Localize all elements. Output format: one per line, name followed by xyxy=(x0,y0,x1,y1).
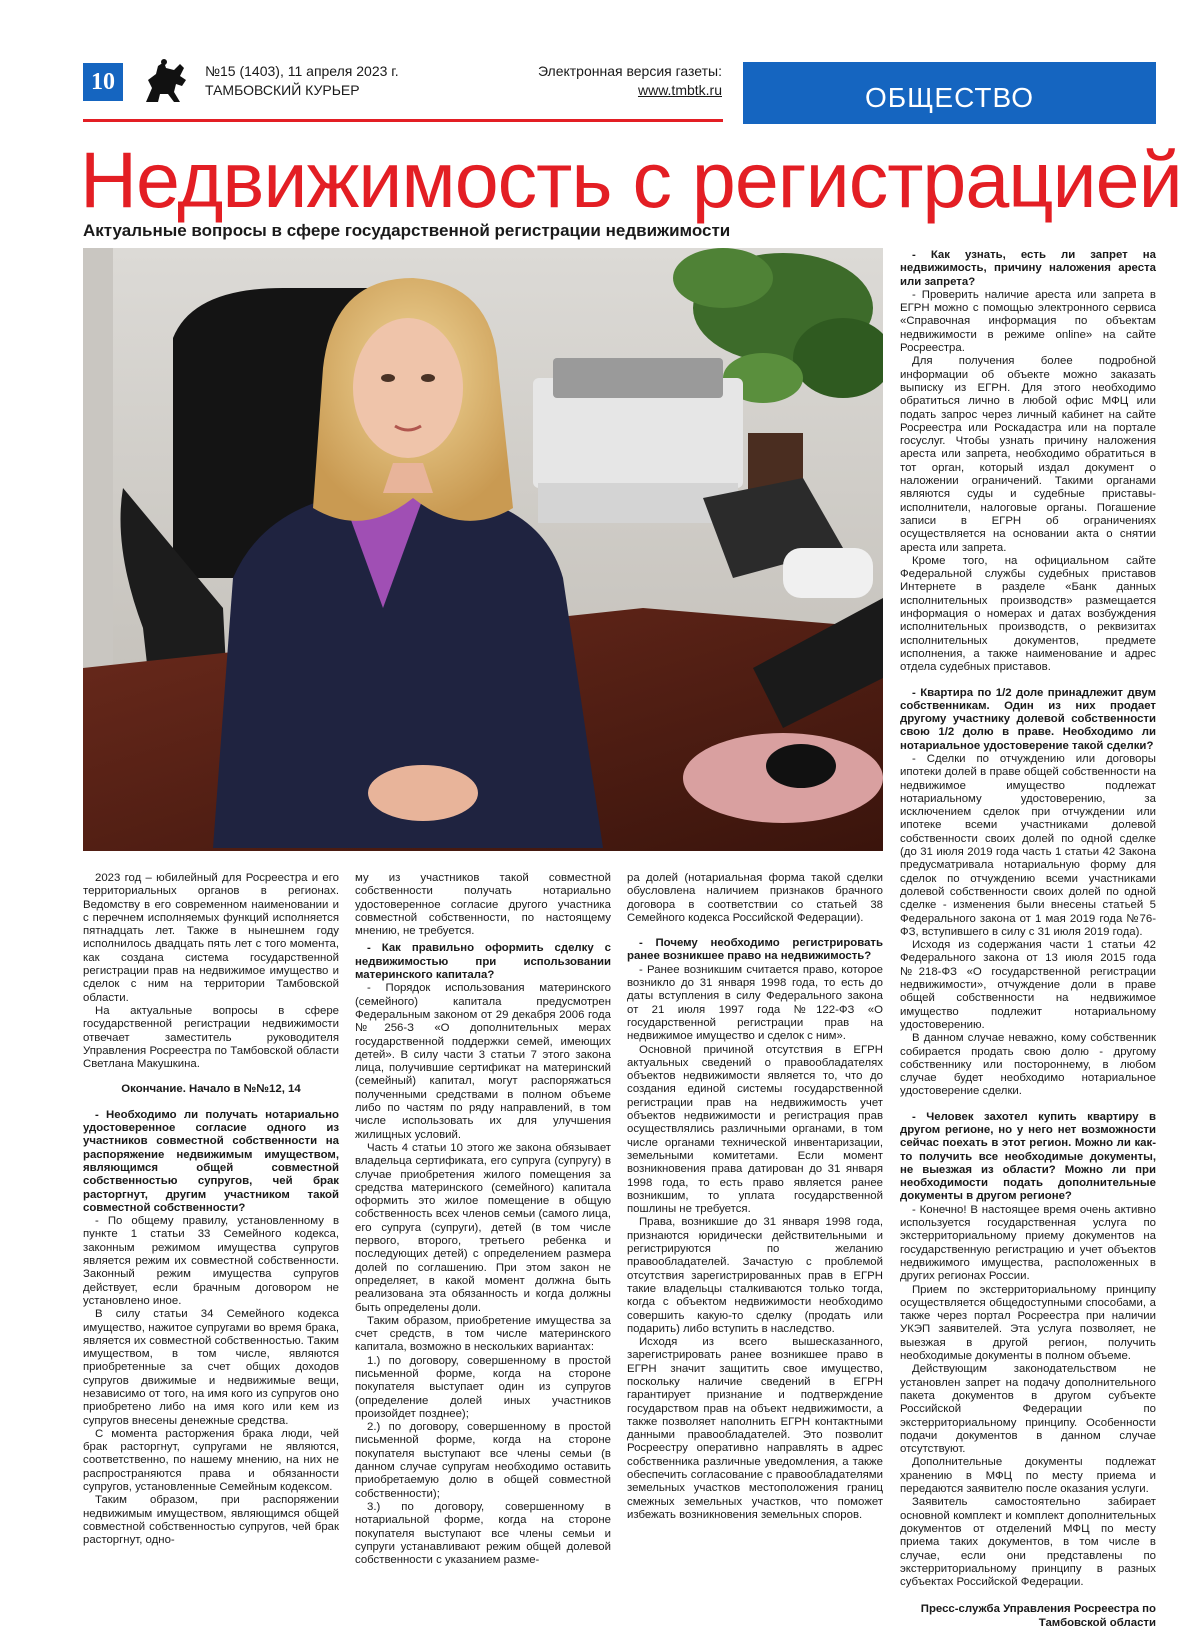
paragraph: - По общему правилу, установленному в пункте 1 статьи 33 Семейного кодекса, законным режимом имущества супругов является режим их совместной собственности. Законный режим имущества супругов действует, если брачным договором не установлено иное. xyxy=(83,1215,339,1307)
question-heading: - Человек захотел купить квартиру в другом регионе, но у него нет возможности сейчас поехать в этот регион. Можно ли как-то получить все необходимые документы, не выезжая из области? Можно ли при необходимости подать дополнительные документы в другом регионе? xyxy=(900,1110,1156,1203)
article-column-3 xyxy=(627,872,883,1522)
author-signature: Пресс-служба Управления Росреестра по Тамбовской области xyxy=(920,1603,1156,1629)
section-rubric: ОБЩЕСТВО xyxy=(743,62,1156,124)
paragraph: Таким образом, приобретение имущества за счет средств, в том числе материнского капитала, возможно в нескольких вариантах: xyxy=(355,1314,611,1354)
continuation-note: Окончание. Начало в №№12, 14 xyxy=(121,1083,301,1096)
paragraph: ра долей (нотариальная форма такой сделки обусловлена наличием признаков брачного договора в соответствии со статьей 38 Семейного кодекса Российской Федерации). xyxy=(627,872,883,924)
paragraph: Действующим законодательством не установлен запрет на подачу дополнительного пакета документов в другом субъекте Российской Федерации по экстерриториальному принципу. Особенности подачи документов в данном случае отсутствуют. xyxy=(900,1363,1156,1456)
paragraph: 3.) по договору, совершенному в нотариальной форме, когда на стороне покупателя выступают все члены семьи и супруги устанавливают режим общей долевой собственности с указанием разме- xyxy=(355,1500,611,1567)
paragraph: Заявитель самостоятельно забирает основной комплект и комплект дополнительных документов от отделений МФЦ по месту приема таких документов, в том числе в случае, если они представлены по экстерриториальному принципу в разных субъектах Российской Федерации. xyxy=(900,1496,1156,1589)
question-heading: - Как узнать, есть ли запрет на недвижимость, причину наложения ареста или запрета? xyxy=(900,249,1156,288)
paragraph: Таким образом, при распоряжении недвижимым имуществом, являющимся общей совместной собственностью супругов, чей брак расторгнут, одно- xyxy=(83,1494,339,1547)
paragraph: С момента расторжения брака люди, чей брак расторгнут, супругами не являются, соответственно, по нашему мнению, на них не распространяются права и обязанности супругов, установленные Семейным кодексом. xyxy=(83,1427,339,1494)
article-subtitle: Актуальные вопросы в сфере государственной регистрации недвижимости xyxy=(83,221,731,240)
paragraph: Исходя из всего вышесказанного, зарегистрировать ранее возникшее право в ЕГРН значит защитить свое имущество, поскольку наличие сведений в ЕГРН гарантирует признание и подтверждение государством прав на объект недвижимости, а также позволяет наполнить ЕГРН контактными данными правообладателей. Это позволит Росреестру оперативно направлять в адрес собственника различные уведомления, а также обеспечить согласование с правообладателями земельных участков местоположения границ смежных земельных участков, что поможет избежать возникновения земельных споров. xyxy=(627,1336,883,1521)
header-divider xyxy=(83,119,723,122)
electronic-version xyxy=(470,62,722,100)
paragraph: - Проверить наличие ареста или запрета в ЕГРН можно с помощью электронного сервиса «Справочная информация по объектам недвижимости в режиме online» на сайте Росреестра. xyxy=(900,288,1156,355)
paragraph: - Конечно! В настоящее время очень активно используется государственная услуга по экстерриториальному приему документов на государственную регистрацию и учет объектов недвижимого имущества, расположенных в других регионах России. xyxy=(900,1203,1156,1283)
article-column-4 xyxy=(900,249,1156,1630)
paragraph: Права, возникшие до 31 января 1998 года, признаются юридически действительными и регистрируются по желанию правообладателей. Зачастую с проблемой отсутствия зарегистрированных прав в ЕГРН такие владельцы сталкиваются только тогда, когда с объектом недвижимости необходимо совершить какую-то сделку (продать или подарить) либо вступить в наследство. xyxy=(627,1216,883,1335)
paragraph: 2023 год – юбилейный для Росреестра и его территориальных органов в регионах. Ведомству в его современном наименовании и с перечнем исполняемых функций исполняется пятнадцать лет. Также в нынешнем году исполнилось двадцать пять лет с того момента, как создана система государственной регистрации прав на недвижимое имущество и сделок с ним на территории Тамбовской области. xyxy=(83,872,339,1004)
paragraph: - Сделки по отчуждению или договоры ипотеки долей в праве общей собственности на недвижимое имущество подлежат нотариальному удостоверению, за исключением сделок при отчуждении или ипотеке всеми участниками долевой собственности своих долей по одной сделке (до 31 июля 2019 года часть 1 статьи 42 Закона предусматривала нотариальную форму для сделок по отчуждению всеми участниками долевой собственности своих долей по одной сделке - изменения были внесены статьей 5 Федерального закона от 1 мая 2019 года №76-ФЗ, вступившего в силу с 31 июля 2019 года). xyxy=(900,752,1156,938)
article-title: Недвижимость с регистрацией xyxy=(80,135,1182,224)
paragraph: Часть 4 статьи 10 этого же закона обязывает владельца сертификата, его супруга (супругу) в случае приобретения жилого помещения за средства материнского (семейного) капитала оформить это жилое помещение в общую собственность всех членов семьи (самого лица, его супруга (супруги), детей (в том числе первого, второго, третьего ребенка и последующих детей) с определением размера долей по соглашению. При этом закон не определяет, в какой момент должна быть реализована эта обязанность и когда должны быть определены доли. xyxy=(355,1141,611,1314)
question-heading: - Как правильно оформить сделку с недвижимостью при использовании материнского капитала? xyxy=(355,942,611,982)
paragraph: му из участников такой совместной собственности получать нотариально удостоверенное согласие другого участника совместной собственности, по настоящему мнению, не требуется. xyxy=(355,872,611,938)
question-heading: - Необходимо ли получать нотариально удостоверенное согласие одного из участников совместной собственности на распоряжение недвижимым имуществом, являющимся общей совместной собственностью супругов, чей брак расторгнут, другим участником такой совместной собственности? xyxy=(83,1108,339,1214)
page-number: 10 xyxy=(83,63,123,101)
paragraph: На актуальные вопросы в сфере государственной регистрации недвижимости отвечает заместитель руководителя Управления Росреестра по Тамбовской области Светлана Макушкина. xyxy=(83,1004,339,1071)
paragraph: 2.) по договору, совершенному в простой письменной форме, когда на стороне покупателя выступают все члены семьи (в данном случае супругам необходимо оставить приобретаемую долю в общей совместной собственности); xyxy=(355,1421,611,1500)
paragraph: Основной причиной отсутствия в ЕГРН актуальных сведений о правообладателях объектов недвижимости является то, что до создания единой системы государственной регистрации прав на недвижимость учет объектов недвижимости и регистрация прав осуществлялись различными органами, в том числе органами технической инвентаризации, земельными комитетами. Если момент возникновения права датирован до 31 января 1998 года, то есть право является ранее возникшим, то уплата государственной пошлины не требуется. xyxy=(627,1043,883,1216)
paragraph: - Ранее возникшим считается право, которое возникло до 31 января 1998 года, то есть до даты вступления в силу Федерального закона от 21 июля 1997 года №122-ФЗ «О государственной регистрации прав на недвижимое имущество и сделок с ним». xyxy=(627,963,883,1043)
paragraph: - Порядок использования материнского (семейного) капитала предусмотрен Федеральным законом от 29 декабря 2006 года №256-З «О дополнительных мерах государственной поддержки семей, имеющих детей». В силу части 3 статьи 7 этого закона лица, получившие сертификат на материнский (семейный) капитал, могут распоряжаться полученными средствами в полном объеме либо по частям по ряду направлений, в том числе использовать их для улучшения жилищных условий. xyxy=(355,982,611,1141)
article-column-1 xyxy=(83,872,339,1548)
paragraph: Исходя из содержания части 1 статьи 42 Федерального закона от 13 июля 2015 года №218-ФЗ «О государственной регистрации недвижимости», отчуждение доли в праве общей собственности на недвижимое имущество подлежит нотариальному удостоверению. xyxy=(900,939,1156,1031)
issue-number-date: №15 (1403), 11 апреля 2023 г. xyxy=(205,63,399,79)
article-column-2 xyxy=(355,872,611,1567)
paragraph: Кроме того, на официальном сайте Федеральной службы судебных приставов Интернете в разделе «Банк данных исполнительных производств» размещается информация о номерах и датах возбуждения исполнительных производств, о реквизитах исполнительных документов, предмете исполнения, а также наименование и адрес отдела судебных приставов. xyxy=(900,554,1156,674)
paragraph: В данном случае неважно, кому собственник собирается продать свою долю - другому собственнику или постороннему, в любом случае будет необходимо нотариальное удостоверение сделки. xyxy=(900,1032,1156,1098)
paragraph: В силу статьи 34 Семейного кодекса имущество, нажитое супругами во время брака, является их совместной собственностью. Таким имуществом, в том числе, являются приобретенные за счет общих доходов супругов движимые и недвижимые вещи, независимо от того, на имя кого из супругов оно приобретено либо на имя кого или кем из супругов внесены денежные средства. xyxy=(83,1308,339,1427)
issue-info xyxy=(205,62,399,100)
paragraph: Для получения более подробной информации об объекте можно заказать выписку из ЕГРН. Для этого необходимо обратиться лично в любой офис МФЦ или подать запрос через личный кабинет на сайте Росреестра или Роскадастра или на портале госуслуг. Чтобы узнать причину наложения ареста или запрета, необходимо обратиться в тот орган, который издал документ о наложении ограничений. Такими органами являются суды и судебные приставы-исполнители, налоговые органы. Погашение записи в ЕГРН об ограничениях осуществляется на основании акта о снятии ареста или запрета. xyxy=(900,355,1156,554)
paragraph: Дополнительные документы подлежат хранению в МФЦ по месту приема и передаются заявителю после оказания услуги. xyxy=(900,1456,1156,1496)
paragraph: 1.) по договору, совершенному в простой письменной форме, когда на стороне покупателя выступает один из супругов (определение долей иных участников произойдет позднее); xyxy=(355,1354,611,1420)
eversion-label: Электронная версия газеты: xyxy=(537,63,722,79)
portrait-photo xyxy=(83,248,883,851)
paragraph: Прием по экстерриториальному принципу осуществляется общедоступными способами, а также через портал Росреестра при наличии УКЭП заявителей. Эта услуга позволяет, не выезжая в другой регион, получить необходимые документы в полном объеме. xyxy=(900,1283,1156,1363)
page-header xyxy=(0,0,1200,130)
paper-name: ТАМБОВСКИЙ КУРЬЕР xyxy=(205,82,360,98)
question-heading: - Квартира по 1/2 доле принадлежит двум собственникам. Один из них продает другому участнику долевой собственности свою 1/2 долю в праве. Необходимо ли нотариальное удостоверение такой сделки? xyxy=(900,686,1156,752)
site-link[interactable]: www.tmbtk.ru xyxy=(637,82,722,98)
horse-rider-logo-icon xyxy=(140,58,192,106)
question-heading: - Почему необходимо регистрировать ранее возникшее право на недвижимость? xyxy=(627,937,883,963)
